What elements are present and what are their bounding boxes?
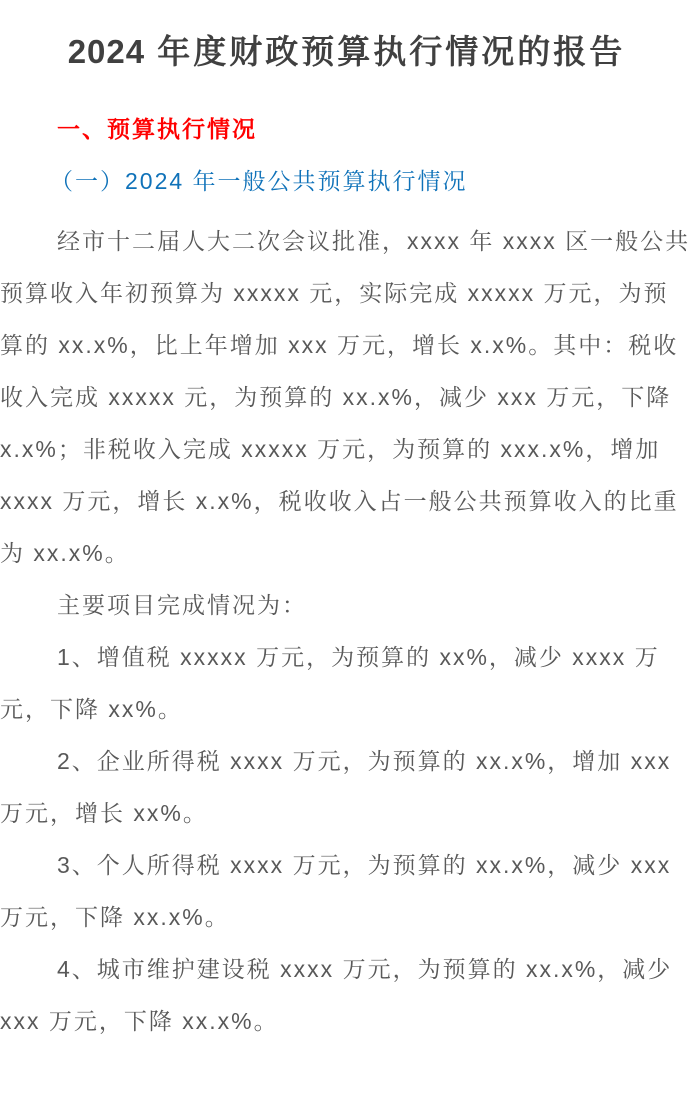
title-year: 2024 — [67, 33, 146, 70]
title-text: 年度财政预算执行情况的报告 — [145, 33, 626, 70]
subsection-heading-general-public-budget: （一）2024 年一般公共预算执行情况 — [50, 168, 468, 194]
paragraph-item-2-corporate-income-tax: 2、企业所得税 xxxx 万元，为预算的 xx.x%，增加 xxx 万元，增长 xx%。 — [0, 748, 672, 826]
paragraph-item-1-vat: 1、增值税 xxxxx 万元，为预算的 xx%，减少 xxxx 万元，下降 xx%。 — [0, 644, 660, 722]
paragraph-item-4-urban-maintenance-tax: 4、城市维护建设税 xxxx 万元，为预算的 xx.x%，减少 xxx 万元，下降 xx.x%。 — [0, 956, 673, 1034]
paragraph-item-3-personal-income-tax: 3、个人所得税 xxxx 万元，为预算的 xx.x%，减少 xxx 万元，下降 xx.x%。 — [0, 852, 672, 930]
paragraph-main-items-leadin: 主要项目完成情况为： — [57, 592, 307, 618]
page-title — [0, 30, 693, 74]
section-heading-budget-execution: 一、预算执行情况 — [57, 116, 257, 142]
paragraph-budget-overview: 经市十二届人大二次会议批准，xxxx 年 xxxx 区一般公共预算收入年初预算为 xxxxx 元，实际完成 xxxxx 万元，为预算的 xx.x%，比上年增加 xxx 万元，增长 x.x%。其中：税收收入完成 xxxxx 元，为预算的 xx.x%，减少 xxx 万元，下降 x.x%；非税收入完成 xxxxx 万元，为预算的 xxx.x%，增加 xxxx 万元，增长 x.x%，税收收入占一般公共预算收入的比重为 xx.x%。 — [0, 228, 691, 566]
